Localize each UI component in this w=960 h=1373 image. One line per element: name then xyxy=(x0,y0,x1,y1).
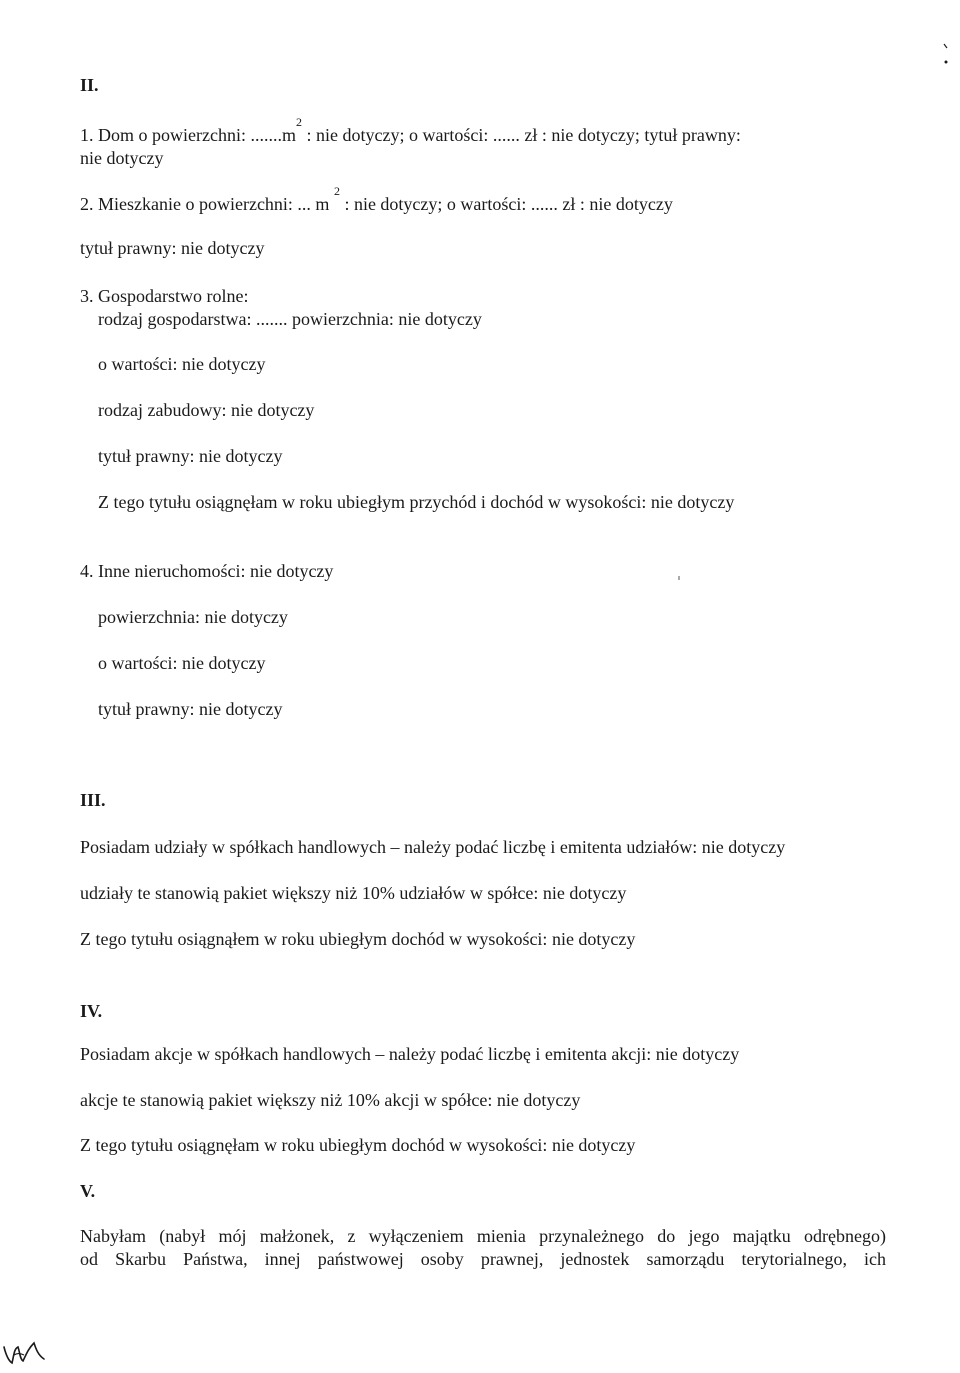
house-line xyxy=(80,115,741,146)
section-ii-heading: II. xyxy=(80,75,99,95)
other-property-area: powierzchnia: nie dotyczy xyxy=(98,607,288,627)
other-property-legal-title: tytuł prawny: nie dotyczy xyxy=(98,699,283,719)
house-line-part-b: : nie dotyczy; o wartości: ...... zł : nie dotyczy; tytuł prawny: xyxy=(306,125,741,145)
section-iii-heading: III. xyxy=(80,790,106,810)
scan-speck-mark xyxy=(940,40,952,70)
stocks-line: Posiadam akcje w spółkach handlowych – należy podać liczbę i emitenta akcji: nie dotyczy xyxy=(80,1044,740,1064)
scan-speck-dot xyxy=(676,574,682,584)
shares-package-line: udziały te stanowią pakiet większy niż 10% udziałów w spółce: nie dotyczy xyxy=(80,883,627,903)
apartment-line xyxy=(80,184,673,215)
apartment-line-part-b: : nie dotyczy; o wartości: ...... zł : nie dotyczy xyxy=(344,194,673,214)
house-line-continued: nie dotyczy xyxy=(80,148,164,168)
farm-buildings: rodzaj zabudowy: nie dotyczy xyxy=(98,400,315,420)
stocks-package-line: akcje te stanowią pakiet większy niż 10% akcji w spółce: nie dotyczy xyxy=(80,1090,581,1110)
apartment-line-part-a: 2. Mieszkanie o powierzchni: ... m xyxy=(80,194,330,214)
house-line-part-a: 1. Dom o powierzchni: .......m xyxy=(80,125,296,145)
farm-title: 3. Gospodarstwo rolne: xyxy=(80,286,249,306)
section-v-heading: V. xyxy=(80,1181,96,1201)
house-unit-superscript: 2 xyxy=(295,115,302,129)
other-property-value: o wartości: nie dotyczy xyxy=(98,653,266,673)
acquisition-line-2: od Skarbu Państwa, innej państwowej osoby prawnej, jednostek samorządu terytorialnego, ich xyxy=(80,1249,886,1269)
shares-line: Posiadam udziały w spółkach handlowych – należy podać liczbę i emitenta udziałów: nie dotyczy xyxy=(80,837,786,857)
shares-income-line: Z tego tytułu osiągnąłem w roku ubiegłym dochód w wysokości: nie dotyczy xyxy=(80,929,636,949)
other-property-title: 4. Inne nieruchomości: nie dotyczy xyxy=(80,561,334,581)
stocks-income-line: Z tego tytułu osiągnęłam w roku ubiegłym dochód w wysokości: nie dotyczy xyxy=(80,1135,636,1155)
apartment-legal-title: tytuł prawny: nie dotyczy xyxy=(80,238,265,258)
farm-type: rodzaj gospodarstwa: ....... powierzchnia: nie dotyczy xyxy=(98,309,482,329)
section-iv-heading: IV. xyxy=(80,1001,103,1021)
farm-value: o wartości: nie dotyczy xyxy=(98,354,266,374)
farm-income: Z tego tytułu osiągnęłam w roku ubiegłym przychód i dochód w wysokości: nie dotyczy xyxy=(98,492,735,512)
handwritten-initials-mark xyxy=(0,1325,60,1373)
acquisition-line-1: Nabyłam (nabył mój małżonek, z wyłączeniem mienia przynależnego do jego majątku odrębnego) xyxy=(80,1226,886,1246)
farm-legal-title: tytuł prawny: nie dotyczy xyxy=(98,446,283,466)
apartment-unit-superscript: 2 xyxy=(333,184,340,198)
